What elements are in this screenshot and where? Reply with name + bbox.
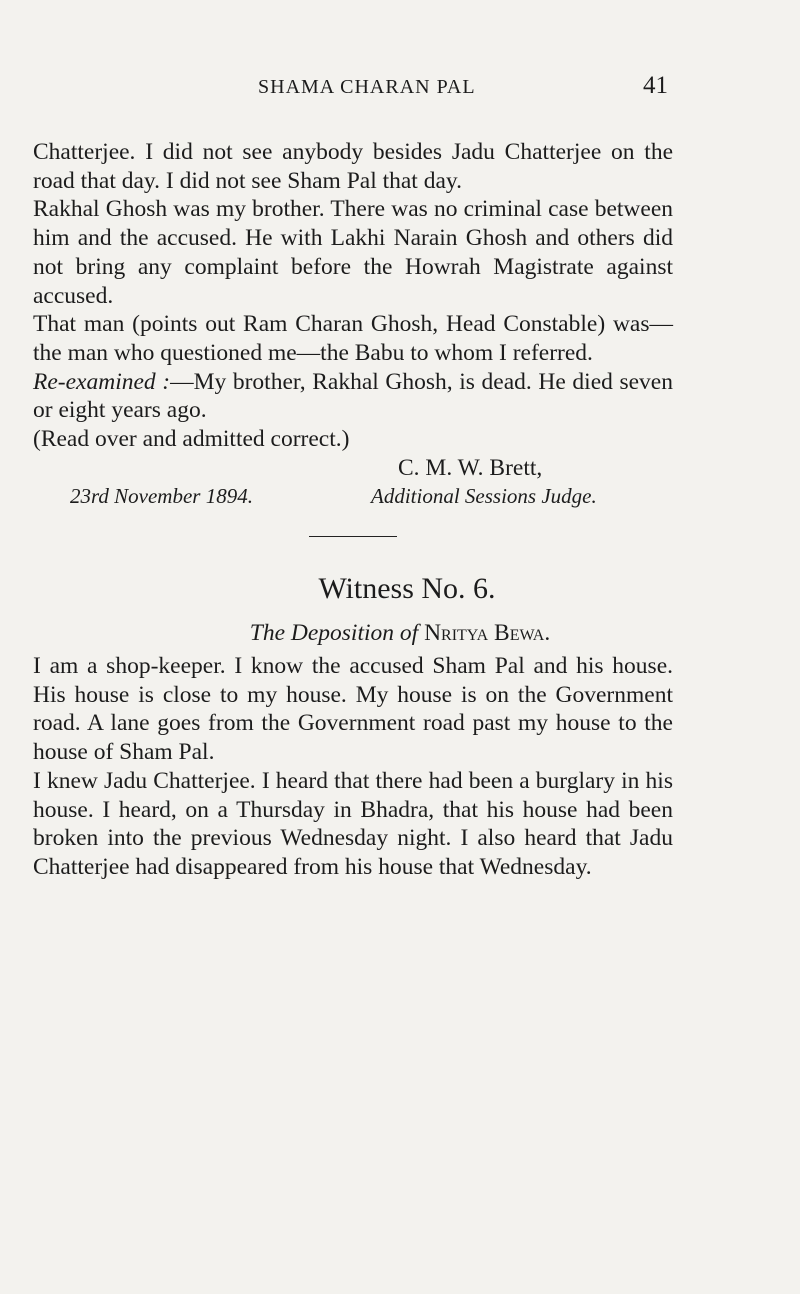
deposition-prefix: The Deposition of	[249, 620, 419, 646]
reexamined-paragraph	[33, 368, 673, 425]
reexamined-text: —My brother, Rakhal Ghosh, is dead. He died seven or eight years ago.	[33, 368, 673, 424]
deposition-heading	[0, 620, 800, 647]
read-over-note: (Read over and admitted correct.)	[33, 426, 350, 453]
paragraph: I knew Jadu Chatterjee. I heard that there had been a burglary in his house. I heard, on a Thursday in Bhadra, that his house had been broken into the previous Wednesday night. I also heard that Jadu Chatterjee had disappeared from his house that Wednesday.	[33, 767, 673, 880]
deposition-text	[33, 652, 673, 882]
testimony-text	[33, 138, 673, 454]
witness-heading: Witness No. 6.	[318, 572, 496, 605]
deponent-name: Nritya Bewa.	[424, 620, 551, 646]
signature-title: Additional Sessions Judge.	[371, 484, 597, 508]
judge-name: C. M. W. Brett,	[398, 455, 543, 481]
signature-name	[398, 454, 542, 483]
reexamined-label: Re-examined :	[33, 368, 171, 395]
section-divider	[309, 536, 397, 537]
page-number: 41	[643, 72, 668, 99]
signature-date: 23rd November 1894.	[70, 484, 253, 508]
paragraph: Chatterjee. I did not see anybody besides Jadu Chatterjee on the road that day. I did not see Sham Pal that day.	[33, 139, 673, 194]
running-title: SHAMA CHARAN PAL	[258, 76, 476, 98]
paragraph: I am a shop-keeper. I know the accused Sham Pal and his house. His house is close to my house. My house is on the Government road. A lane goes from the Government road past my house to the house of Sham Pal.	[33, 653, 673, 766]
running-head	[0, 72, 800, 102]
paragraph: Rakhal Ghosh was my brother. There was no criminal case between him and the accused. He with Lakhi Narain Ghosh and others did not bring any complaint before the Howrah Magistrate against accused.	[33, 196, 673, 309]
paragraph: That man (points out Ram Charan Ghosh, Head Constable) was—the man who questioned me—the Babu to whom I referred.	[33, 311, 673, 366]
